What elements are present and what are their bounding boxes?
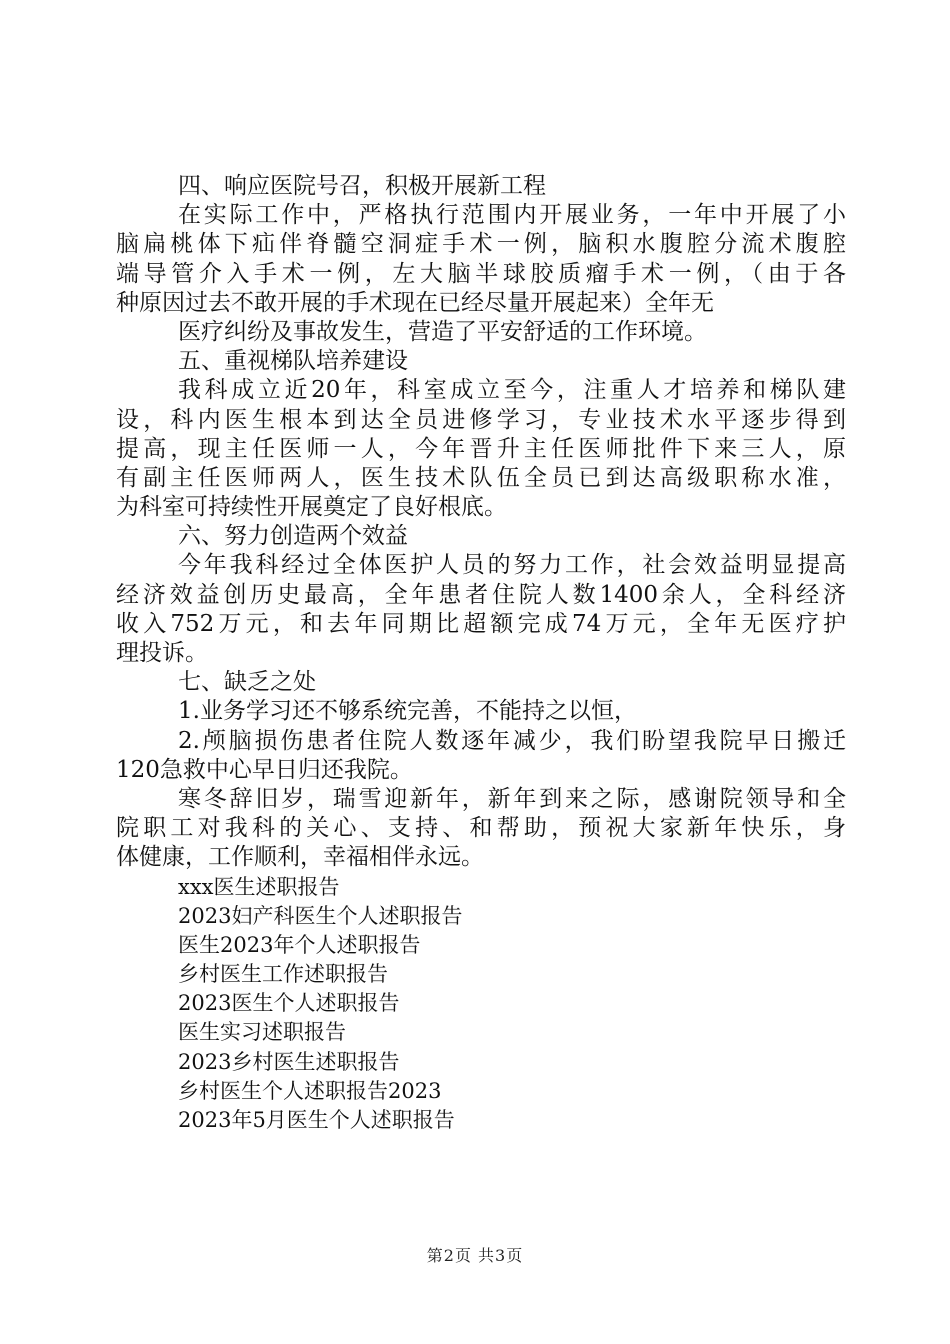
related-link[interactable]: 2023妇产科医生个人述职报告 (178, 903, 463, 928)
closing-line: 寒冬辞旧岁，瑞雪迎新年，新年到来之际，感谢院领导和全 (178, 785, 846, 812)
paragraph-line: 提高，现主任医师一人，今年晋升主任医师批件下来三人，原 (116, 435, 846, 462)
related-link[interactable]: 2023乡村医生述职报告 (178, 1049, 400, 1074)
list-item: 1.业务学习还不够系统完善，不能持之以恒， (178, 698, 637, 725)
paragraph-line: 设，科内医生根本到达全员进修学习，专业技术水平逐步得到 (116, 406, 846, 433)
closing-line: 院职工对我科的关心、支持、和帮助，预祝大家新年快乐，身 (116, 815, 846, 842)
paragraph-line: 我科成立近20年，科室成立至今，注重人才培养和梯队建 (178, 377, 846, 404)
paragraph-line: 今年我科经过全体医护人员的努力工作，社会效益明显提高 (178, 552, 846, 579)
section-5-heading: 五、重视梯队培养建设 (178, 348, 408, 375)
related-link[interactable]: 2023年5月医生个人述职报告 (178, 1108, 455, 1132)
paragraph-line: 在实际工作中，严格执行范围内开展业务，一年中开展了小 (178, 202, 846, 229)
section-7-heading: 七、缺乏之处 (178, 669, 316, 696)
paragraph-line: 医疗纠纷及事故发生，营造了平安舒适的工作环境。 (178, 318, 707, 345)
paragraph-line: 种原因过去不敢开展的手术现在已经尽量开展起来）全年无 (116, 289, 714, 316)
document-body (116, 172, 846, 1135)
related-link[interactable]: xxx医生述职报告 (178, 874, 340, 899)
list-item: 2.颅脑损伤患者住院人数逐年减少，我们盼望我院早日搬迁 (178, 727, 846, 754)
related-link[interactable]: 乡村医生工作述职报告 (178, 962, 388, 987)
related-link[interactable]: 2023医生个人述职报告 (178, 991, 400, 1016)
related-link[interactable]: 医生实习述职报告 (178, 1020, 346, 1045)
paragraph-line: 端导管介入手术一例，左大脑半球胶质瘤手术一例，（由于各 (116, 260, 846, 287)
related-link[interactable]: 医生2023年个人述职报告 (178, 932, 421, 957)
section-4-heading: 四、响应医院号召，积极开展新工程 (178, 173, 546, 199)
paragraph-line: 为科室可持续性开展奠定了良好根底。 (116, 494, 507, 521)
paragraph-line: 有副主任医师两人，医生技术队伍全员已到达高级职称水准， (116, 464, 846, 491)
paragraph-line: 理投诉。 (116, 640, 208, 666)
section-6-heading: 六、努力创造两个效益 (178, 523, 408, 550)
related-link[interactable]: 乡村医生个人述职报告2023 (178, 1078, 442, 1103)
paragraph-line: 收入752万元，和去年同期比超额完成74万元，全年无医疗护 (116, 610, 846, 637)
page-number-footer: 第2页 共3页 (426, 1246, 524, 1265)
paragraph-line: 脑扁桃体下疝伴脊髓空洞症手术一例，脑积水腹腔分流术腹腔 (116, 231, 846, 258)
closing-line: 体健康，工作顺利，幸福相伴永远。 (116, 844, 484, 871)
paragraph-line: 经济效益创历史最高，全年患者住院人数1400余人，全科经济 (116, 581, 846, 608)
list-item-continuation: 120急救中心早日归还我院。 (116, 756, 413, 783)
